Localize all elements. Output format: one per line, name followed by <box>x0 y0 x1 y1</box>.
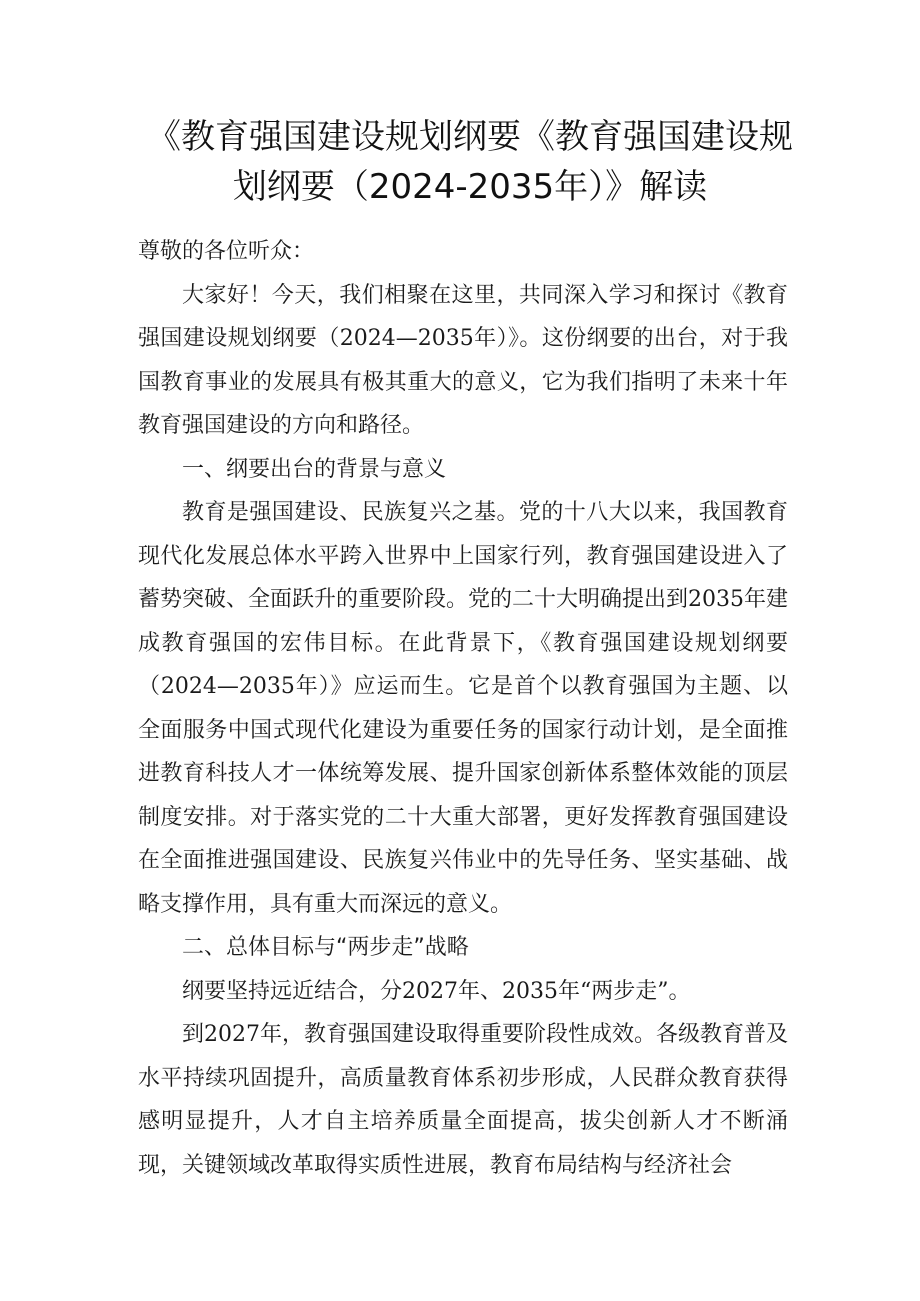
section-heading-goals: 二、总体目标与“两步走”战略 <box>182 935 469 960</box>
paragraph-background: 教育是强国建设、民族复兴之基。党的十八大以来，我国教育现代化发展总体水平跨入世界中上国家行列，教育强国建设进入了蓄势突破、全面跃升的重要阶段。党的二十大明确提出到2035年建成教育强国的宏伟目标。在此背景下，《教育强国建设规划纲要（2024—2035年）》应运而生。它是首个以教育强国为主题、以全面服务中国式现代化建设为重要任务的国家行动计划，是全面推进教育科技人才一体统筹发展、提升国家创新体系整体效能的顶层制度安排。对于落实党的二十大重大部署，更好发挥教育强国建设在全面推进强国建设、民族复兴伟业中的先导任务、坚实基础、战略支撑作用，具有重大而深远的意义。 <box>138 500 788 917</box>
document-title: 《教育强国建设规划纲要《教育强国建设规划纲要（2024-2035年）》解读 <box>147 117 793 207</box>
salutation: 尊敬的各位听众： <box>138 239 315 264</box>
document-body <box>138 230 788 1187</box>
paragraph-goal-2027: 到2027年，教育强国建设取得重要阶段性成效。各级教育普及水平持续巩固提升，高质量教育体系初步形成，人民群众教育获得感明显提升，人才自主培养质量全面提高，拔尖创新人才不断涌现，关键领域改革取得实质性进展，教育布局结构与经济社会 <box>138 1022 788 1178</box>
paragraph-intro: 大家好！今天，我们相聚在这里，共同深入学习和探讨《教育强国建设规划纲要（2024—2035年）》。这份纲要的出台，对于我国教育事业的发展具有极其重大的意义，它为我们指明了未来十年教育强国建设的方向和路径。 <box>138 282 788 438</box>
section-heading-background: 一、纲要出台的背景与意义 <box>182 456 447 482</box>
paragraph-two-steps: 纲要坚持远近结合，分2027年、2035年“两步走”。 <box>182 978 691 1004</box>
